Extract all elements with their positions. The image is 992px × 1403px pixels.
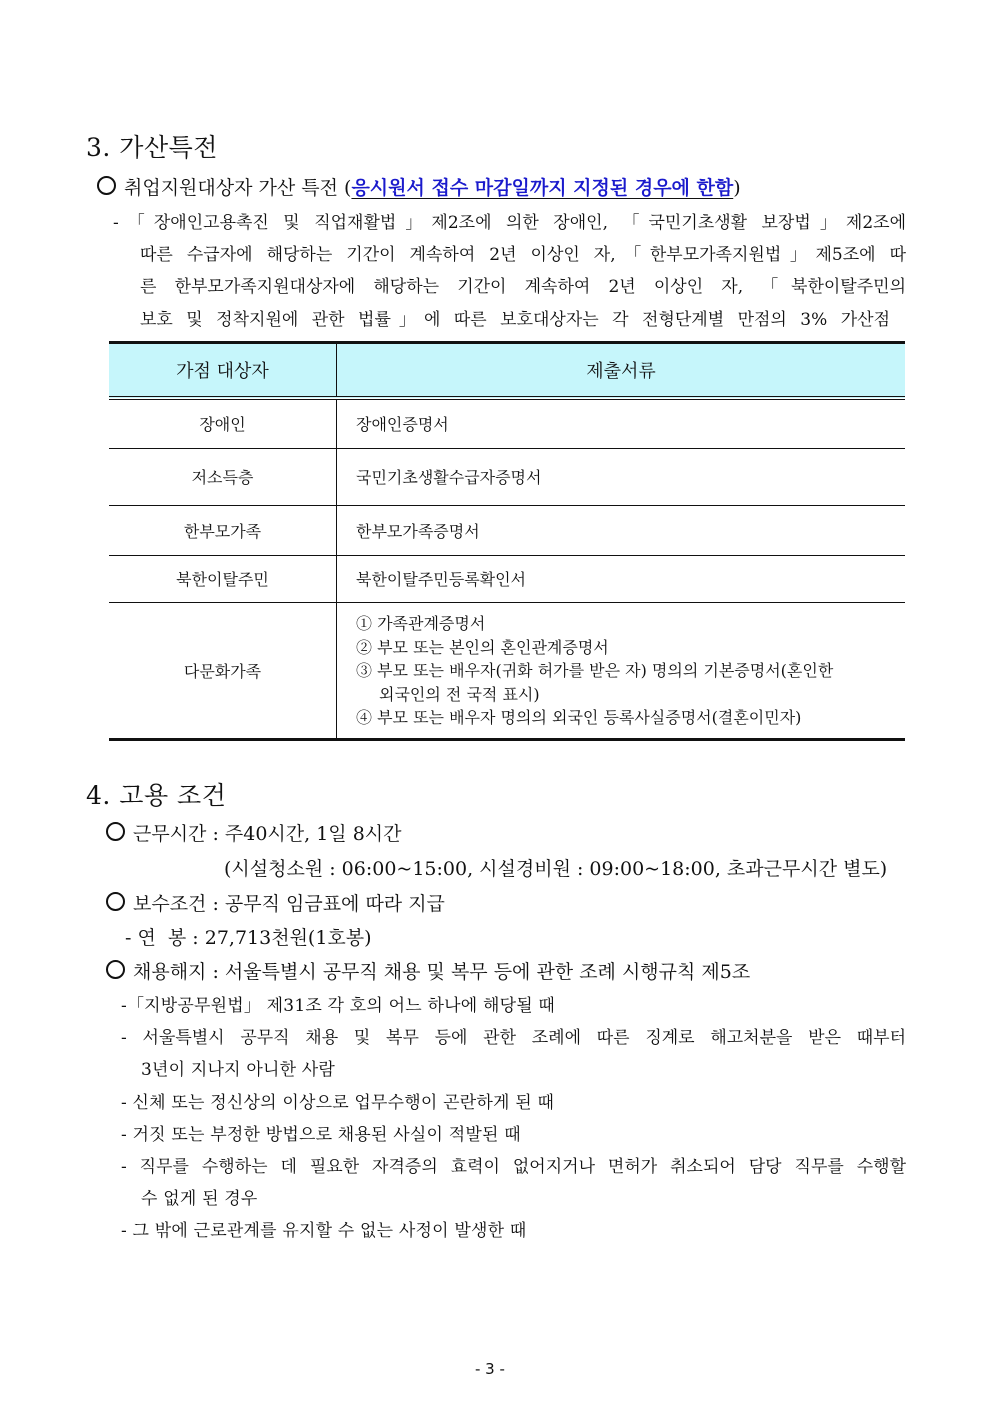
work-hours-bullet <box>106 819 402 846</box>
section-4-title: 4. 고용 조건 <box>86 781 227 810</box>
description-line-4: 보호 및 정착지원에 관한 법률」에 따른 보호대상자는 각 전형단계별 만점의 3% 가산점 <box>140 310 890 330</box>
termination-item: - 그 밖에 근로관계를 유지할 수 없는 사정이 발생한 때 <box>121 1221 527 1241</box>
header-target: 가점 대상자 <box>109 343 337 399</box>
row-target: 저소득층 <box>109 448 337 505</box>
circle-bullet-icon <box>106 822 125 841</box>
table-header-row <box>109 343 905 399</box>
termination-item-continued: 3년이 지나지 아니한 사람 <box>141 1060 336 1080</box>
page-number: - 3 - <box>475 1360 505 1378</box>
table-row <box>109 448 905 505</box>
table-row <box>109 505 905 555</box>
bullet-close: ) <box>733 177 741 199</box>
work-hours-detail: (시설청소원 : 06:00~15:00, 시설경비원 : 09:00~18:00, 초과근무시간 별도) <box>224 858 888 880</box>
document-item-continued: 외국인의 전 국적 표시) <box>379 684 540 704</box>
row-docs: 장애인증명서 <box>337 398 906 448</box>
row-target: 한부모가족 <box>109 505 337 555</box>
row-target: 북한이탈주민 <box>109 555 337 602</box>
document-list <box>356 606 905 734</box>
termination-item: - 거짓 또는 부정한 방법으로 채용된 사실이 적발된 때 <box>121 1125 521 1145</box>
section-3-title: 3. 가산특전 <box>86 133 218 162</box>
row-docs: 북한이탈주민등록확인서 <box>337 555 906 602</box>
circle-bullet-icon <box>106 960 125 979</box>
termination-item: -「지방공무원법」 제31조 각 호의 어느 하나에 해당될 때 <box>121 996 556 1016</box>
termination-item: - 서울특별시 공무직 채용 및 복무 등에 관한 조례에 따른 징계로 해고처분을 받은 때부터 <box>121 1028 906 1048</box>
description-line-3: 른 한부모가족지원대상자에 해당하는 기간이 계속하여 2년 이상인 자, 「북한이탈주민의 <box>140 277 906 297</box>
work-hours-label: 근무시간 : 주40시간, 1일 8시간 <box>133 823 402 845</box>
document-item: ③ 부모 또는 배우자(귀화 허가를 받은 자) 명의의 기본증명서(혼인한 <box>356 661 834 681</box>
row-docs <box>337 602 906 739</box>
termination-item: - 직무를 수행하는 데 필요한 자격증의 효력이 없어지거나 면허가 취소되어 담당 직무를 수행할 <box>121 1157 906 1177</box>
salary-line: - 연 봉 : 27,713천원(1호봉) <box>125 927 372 949</box>
termination-item-continued: 수 없게 된 경우 <box>141 1189 258 1209</box>
termination-bullet <box>106 957 750 984</box>
document-item: ② 부모 또는 본인의 혼인관계증명서 <box>356 637 609 657</box>
pay-bullet <box>106 889 445 916</box>
circle-bullet-icon <box>106 892 125 911</box>
table-row <box>109 555 905 602</box>
table-row <box>109 602 905 739</box>
header-documents: 제출서류 <box>337 343 906 399</box>
row-docs: 국민기초생활수급자증명서 <box>337 448 906 505</box>
row-docs: 한부모가족증명서 <box>337 505 906 555</box>
circle-bullet-icon <box>97 176 116 195</box>
termination-label: 채용해지 : 서울특별시 공무직 채용 및 복무 등에 관한 조례 시행규칙 제5조 <box>133 961 751 983</box>
termination-item: - 신체 또는 정신상의 이상으로 업무수행이 곤란하게 된 때 <box>121 1093 555 1113</box>
bullet-highlight: 응시원서 접수 마감일까지 지정된 경우에 한함 <box>351 177 734 199</box>
row-target: 장애인 <box>109 398 337 448</box>
section-3-bullet <box>97 173 741 200</box>
document-item: ④ 부모 또는 배우자 명의의 외국인 등록사실증명서(결혼이민자) <box>356 708 802 728</box>
document-item: ① 가족관계증명서 <box>356 614 486 634</box>
pay-label: 보수조건 : 공무직 임금표에 따라 지급 <box>133 893 445 915</box>
description-line-1: -「장애인고용촉진 및 직업재활법」제2조에 의한 장애인, 「국민기초생활 보장법」제2조에 <box>113 213 906 233</box>
bullet-label: 취업지원대상자 가산 특전 ( <box>124 177 352 199</box>
table-row <box>109 398 905 448</box>
row-target: 다문화가족 <box>109 602 337 739</box>
description-line-2: 따른 수급자에 해당하는 기간이 계속하여 2년 이상인 자,「한부모가족지원법」제5조에 따 <box>140 245 906 265</box>
bonus-documents-table <box>109 341 905 741</box>
